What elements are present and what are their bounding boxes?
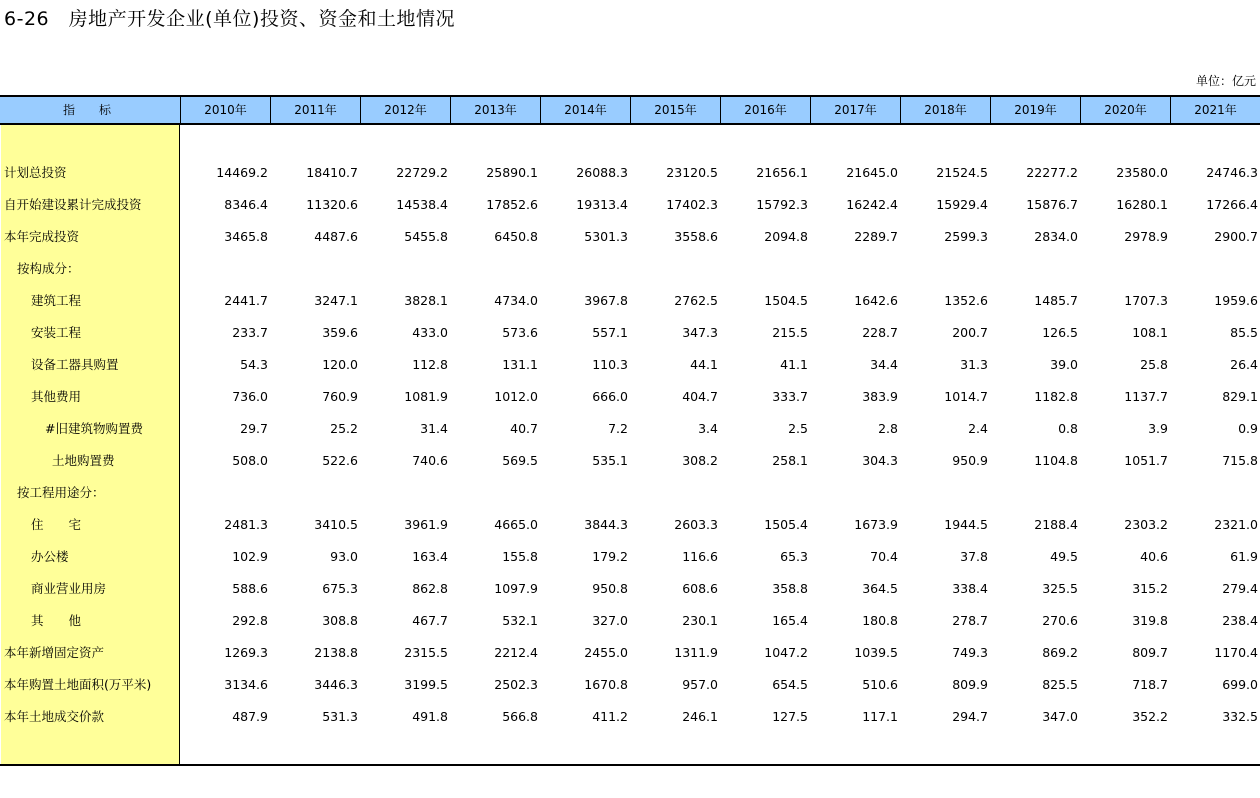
table-cell: 308.2: [682, 453, 718, 468]
table-cell: 11320.6: [306, 197, 358, 212]
table-cell: 279.4: [1222, 581, 1258, 596]
table-cell: 180.8: [862, 613, 898, 628]
table-cell: 333.7: [772, 389, 808, 404]
table-cell: 25.2: [330, 421, 358, 436]
unit-label: 单位：亿元: [1195, 74, 1256, 88]
table-cell: 715.8: [1222, 453, 1258, 468]
table-cell: 675.3: [322, 581, 358, 596]
row-label: 安装工程: [31, 325, 82, 340]
table-cell: 2481.3: [224, 517, 268, 532]
table-cell: 319.8: [1132, 613, 1168, 628]
row-label: 自开始建设累计完成投资: [4, 197, 142, 212]
table-row: [0, 541, 1260, 573]
table-cell: 102.9: [232, 549, 268, 564]
table-cell: 3247.1: [314, 293, 358, 308]
table-cell: 2978.9: [1124, 229, 1168, 244]
table-cell: 411.2: [592, 709, 628, 724]
row-label: 本年购置土地面积(万平米): [4, 677, 152, 692]
table-row: [0, 253, 1260, 285]
table-row: [0, 637, 1260, 669]
table-cell: 25890.1: [486, 165, 538, 180]
table-cell: 1097.9: [494, 581, 538, 596]
header-year-1: 2010年: [180, 97, 270, 123]
header-year-9: 2018年: [900, 97, 990, 123]
table-row: [0, 477, 1260, 509]
table-cell: 215.5: [772, 325, 808, 340]
table-cell: 809.7: [1132, 645, 1168, 660]
table-cell: 2603.3: [674, 517, 718, 532]
table-cell: 2441.7: [224, 293, 268, 308]
table-cell: 3465.8: [224, 229, 268, 244]
row-label: 按构成分：: [17, 261, 80, 276]
table-cell: 569.5: [502, 453, 538, 468]
table-cell: 18410.7: [306, 165, 358, 180]
table-cell: 3410.5: [314, 517, 358, 532]
table-cell: 65.3: [780, 549, 808, 564]
table-row: [0, 413, 1260, 445]
table-cell: 1944.5: [944, 517, 988, 532]
table-row: [0, 509, 1260, 541]
table-cell: 531.3: [322, 709, 358, 724]
table-cell: 829.1: [1222, 389, 1258, 404]
table-cell: 131.1: [502, 357, 538, 372]
table-cell: 3961.9: [404, 517, 448, 532]
table-cell: 110.3: [592, 357, 628, 372]
table-cell: 3446.3: [314, 677, 358, 692]
table-cell: 3134.6: [224, 677, 268, 692]
table-cell: 93.0: [330, 549, 358, 564]
table-cell: 108.1: [1132, 325, 1168, 340]
table-cell: 165.4: [772, 613, 808, 628]
row-label: 土地购置费: [52, 453, 115, 468]
header-year-12: 2021年: [1170, 97, 1260, 123]
table-cell: 270.6: [1042, 613, 1078, 628]
table-cell: 14469.2: [216, 165, 268, 180]
table-cell: 1959.6: [1214, 293, 1258, 308]
table-cell: 383.9: [862, 389, 898, 404]
table-cell: 1485.7: [1034, 293, 1078, 308]
table-cell: 292.8: [232, 613, 268, 628]
table-cell: 1642.6: [854, 293, 898, 308]
table-cell: 1012.0: [494, 389, 538, 404]
row-label: 其 他: [31, 613, 82, 628]
table-cell: 957.0: [682, 677, 718, 692]
table-row: [0, 157, 1260, 189]
table-cell: 487.9: [232, 709, 268, 724]
row-label: 住 宅: [31, 517, 82, 532]
table-cell: 566.8: [502, 709, 538, 724]
table-cell: 1137.7: [1124, 389, 1168, 404]
table-cell: 1670.8: [584, 677, 628, 692]
table-cell: 588.6: [232, 581, 268, 596]
table-cell: 2212.4: [494, 645, 538, 660]
table-cell: 467.7: [412, 613, 448, 628]
table-cell: 740.6: [412, 453, 448, 468]
table-cell: 15792.3: [756, 197, 808, 212]
table-cell: 23120.5: [666, 165, 718, 180]
table-cell: 22729.2: [396, 165, 448, 180]
table-cell: 4665.0: [494, 517, 538, 532]
header-indicator: 指 标: [62, 103, 117, 117]
table-cell: 666.0: [592, 389, 628, 404]
table-cell: 364.5: [862, 581, 898, 596]
row-label: 本年新增固定资产: [4, 645, 105, 660]
table-cell: 41.1: [780, 357, 808, 372]
row-label: 设备工器具购置: [31, 357, 119, 372]
table-header: [0, 95, 1260, 125]
table-cell: 24746.3: [1206, 165, 1258, 180]
table-cell: 557.1: [592, 325, 628, 340]
table-cell: 230.1: [682, 613, 718, 628]
table-cell: 40.7: [510, 421, 538, 436]
table-cell: 44.1: [690, 357, 718, 372]
table-cell: 16280.1: [1116, 197, 1168, 212]
table-cell: 491.8: [412, 709, 448, 724]
table-cell: 654.5: [772, 677, 808, 692]
table-cell: 7.2: [608, 421, 628, 436]
table-cell: 6450.8: [494, 229, 538, 244]
row-label: 商业营业用房: [31, 581, 107, 596]
table-cell: 85.5: [1230, 325, 1258, 340]
table-cell: 16242.4: [846, 197, 898, 212]
table-cell: 338.4: [952, 581, 988, 596]
table-cell: 358.8: [772, 581, 808, 596]
table-cell: 3828.1: [404, 293, 448, 308]
table-cell: 61.9: [1230, 549, 1258, 564]
table-cell: 1047.2: [764, 645, 808, 660]
table-row: [0, 669, 1260, 701]
table-cell: 1039.5: [854, 645, 898, 660]
table-cell: 327.0: [592, 613, 628, 628]
table-cell: 179.2: [592, 549, 628, 564]
table-bottom-border: [0, 764, 1260, 766]
table-cell: 332.5: [1222, 709, 1258, 724]
table-row: [0, 349, 1260, 381]
table-cell: 950.9: [952, 453, 988, 468]
table-cell: 17852.6: [486, 197, 538, 212]
table-cell: 1182.8: [1034, 389, 1078, 404]
table-cell: 278.7: [952, 613, 988, 628]
data-table: [0, 95, 1260, 767]
table-cell: 2303.2: [1124, 517, 1168, 532]
table-cell: 3967.8: [584, 293, 628, 308]
table-cell: 70.4: [870, 549, 898, 564]
table-cell: 315.2: [1132, 581, 1168, 596]
table-cell: 308.8: [322, 613, 358, 628]
table-cell: 347.0: [1042, 709, 1078, 724]
table-cell: 352.2: [1132, 709, 1168, 724]
table-cell: 2188.4: [1034, 517, 1078, 532]
table-cell: 347.3: [682, 325, 718, 340]
table-cell: 1707.3: [1124, 293, 1168, 308]
table-row: [0, 445, 1260, 477]
table-row: [0, 573, 1260, 605]
table-cell: 155.8: [502, 549, 538, 564]
table-cell: 31.3: [960, 357, 988, 372]
table-cell: 2900.7: [1214, 229, 1258, 244]
table-cell: 14538.4: [396, 197, 448, 212]
table-title: 6-26 房地产开发企业(单位)投资、资金和土地情况: [4, 8, 455, 30]
table-row: [0, 605, 1260, 637]
table-row: [0, 221, 1260, 253]
table-cell: 15929.4: [936, 197, 988, 212]
table-cell: 862.8: [412, 581, 448, 596]
table-row: [0, 701, 1260, 733]
table-cell: 3.9: [1148, 421, 1168, 436]
table-cell: 126.5: [1042, 325, 1078, 340]
table-cell: 26088.3: [576, 165, 628, 180]
table-cell: 1505.4: [764, 517, 808, 532]
row-label: 办公楼: [31, 549, 69, 564]
table-cell: 3844.3: [584, 517, 628, 532]
table-cell: 29.7: [240, 421, 268, 436]
table-cell: 2.4: [968, 421, 988, 436]
table-cell: 294.7: [952, 709, 988, 724]
table-cell: 4487.6: [314, 229, 358, 244]
row-label: 其他费用: [31, 389, 82, 404]
table-cell: 127.5: [772, 709, 808, 724]
table-cell: 1051.7: [1124, 453, 1168, 468]
table-cell: 2834.0: [1034, 229, 1078, 244]
table-cell: 31.4: [420, 421, 448, 436]
table-cell: 21645.0: [846, 165, 898, 180]
table-cell: 5301.3: [584, 229, 628, 244]
table-cell: 2138.8: [314, 645, 358, 660]
header-year-6: 2015年: [630, 97, 720, 123]
table-cell: 34.4: [870, 357, 898, 372]
table-cell: 8346.4: [224, 197, 268, 212]
table-cell: 3199.5: [404, 677, 448, 692]
table-cell: 749.3: [952, 645, 988, 660]
table-cell: 25.8: [1140, 357, 1168, 372]
table-cell: 258.1: [772, 453, 808, 468]
table-cell: 49.5: [1050, 549, 1078, 564]
table-cell: 809.9: [952, 677, 988, 692]
table-cell: 869.2: [1042, 645, 1078, 660]
table-cell: 573.6: [502, 325, 538, 340]
table-cell: 1673.9: [854, 517, 898, 532]
table-cell: 163.4: [412, 549, 448, 564]
table-cell: 760.9: [322, 389, 358, 404]
table-cell: 535.1: [592, 453, 628, 468]
header-year-5: 2014年: [540, 97, 630, 123]
table-cell: 19313.4: [576, 197, 628, 212]
table-cell: 120.0: [322, 357, 358, 372]
table-cell: 522.6: [322, 453, 358, 468]
table-cell: 3.4: [698, 421, 718, 436]
row-label: 计划总投资: [4, 165, 67, 180]
table-cell: 2599.3: [944, 229, 988, 244]
table-cell: 1170.4: [1214, 645, 1258, 660]
table-cell: 3558.6: [674, 229, 718, 244]
table-cell: 116.6: [682, 549, 718, 564]
table-cell: 508.0: [232, 453, 268, 468]
row-label: 按工程用途分：: [17, 485, 105, 500]
header-year-4: 2013年: [450, 97, 540, 123]
table-cell: 21656.1: [756, 165, 808, 180]
header-year-2: 2011年: [270, 97, 360, 123]
table-row: [0, 317, 1260, 349]
table-cell: 2762.5: [674, 293, 718, 308]
header-year-7: 2016年: [720, 97, 810, 123]
table-cell: 54.3: [240, 357, 268, 372]
table-cell: 246.1: [682, 709, 718, 724]
table-cell: 433.0: [412, 325, 448, 340]
table-cell: 40.6: [1140, 549, 1168, 564]
table-cell: 532.1: [502, 613, 538, 628]
row-label: 本年土地成交价款: [4, 709, 105, 724]
table-cell: 1504.5: [764, 293, 808, 308]
table-cell: 21524.5: [936, 165, 988, 180]
row-label: 本年完成投资: [4, 229, 80, 244]
header-year-11: 2020年: [1080, 97, 1170, 123]
table-cell: 15876.7: [1026, 197, 1078, 212]
header-year-8: 2017年: [810, 97, 900, 123]
table-cell: 304.3: [862, 453, 898, 468]
table-cell: 200.7: [952, 325, 988, 340]
table-cell: 325.5: [1042, 581, 1078, 596]
table-cell: 0.9: [1238, 421, 1258, 436]
header-year-3: 2012年: [360, 97, 450, 123]
table-cell: 2094.8: [764, 229, 808, 244]
table-cell: 2.5: [788, 421, 808, 436]
table-cell: 510.6: [862, 677, 898, 692]
table-cell: 699.0: [1222, 677, 1258, 692]
table-cell: 5455.8: [404, 229, 448, 244]
table-cell: 22277.2: [1026, 165, 1078, 180]
table-cell: 23580.0: [1116, 165, 1168, 180]
table-cell: 2321.0: [1214, 517, 1258, 532]
table-cell: 2289.7: [854, 229, 898, 244]
table-row: [0, 381, 1260, 413]
table-cell: 2.8: [878, 421, 898, 436]
table-cell: 112.8: [412, 357, 448, 372]
table-cell: 1081.9: [404, 389, 448, 404]
row-label: 建筑工程: [31, 293, 82, 308]
table-cell: 1352.6: [944, 293, 988, 308]
table-cell: 1311.9: [674, 645, 718, 660]
table-cell: 2315.5: [404, 645, 448, 660]
table-cell: 404.7: [682, 389, 718, 404]
table-cell: 718.7: [1132, 677, 1168, 692]
table-cell: 359.6: [322, 325, 358, 340]
table-cell: 1269.3: [224, 645, 268, 660]
table-cell: 1104.8: [1034, 453, 1078, 468]
header-year-10: 2019年: [990, 97, 1080, 123]
row-label: #旧建筑物购置费: [45, 421, 143, 436]
table-cell: 2455.0: [584, 645, 628, 660]
table-cell: 2502.3: [494, 677, 538, 692]
table-cell: 608.6: [682, 581, 718, 596]
table-cell: 0.8: [1058, 421, 1078, 436]
table-row: [0, 189, 1260, 221]
table-cell: 26.4: [1230, 357, 1258, 372]
table-cell: 39.0: [1050, 357, 1078, 372]
table-cell: 37.8: [960, 549, 988, 564]
table-cell: 4734.0: [494, 293, 538, 308]
table-cell: 825.5: [1042, 677, 1078, 692]
table-cell: 233.7: [232, 325, 268, 340]
table-row: [0, 285, 1260, 317]
table-cell: 228.7: [862, 325, 898, 340]
table-cell: 17402.3: [666, 197, 718, 212]
table-cell: 736.0: [232, 389, 268, 404]
table-cell: 950.8: [592, 581, 628, 596]
table-cell: 17266.4: [1206, 197, 1258, 212]
table-cell: 238.4: [1222, 613, 1258, 628]
table-cell: 117.1: [862, 709, 898, 724]
table-cell: 1014.7: [944, 389, 988, 404]
